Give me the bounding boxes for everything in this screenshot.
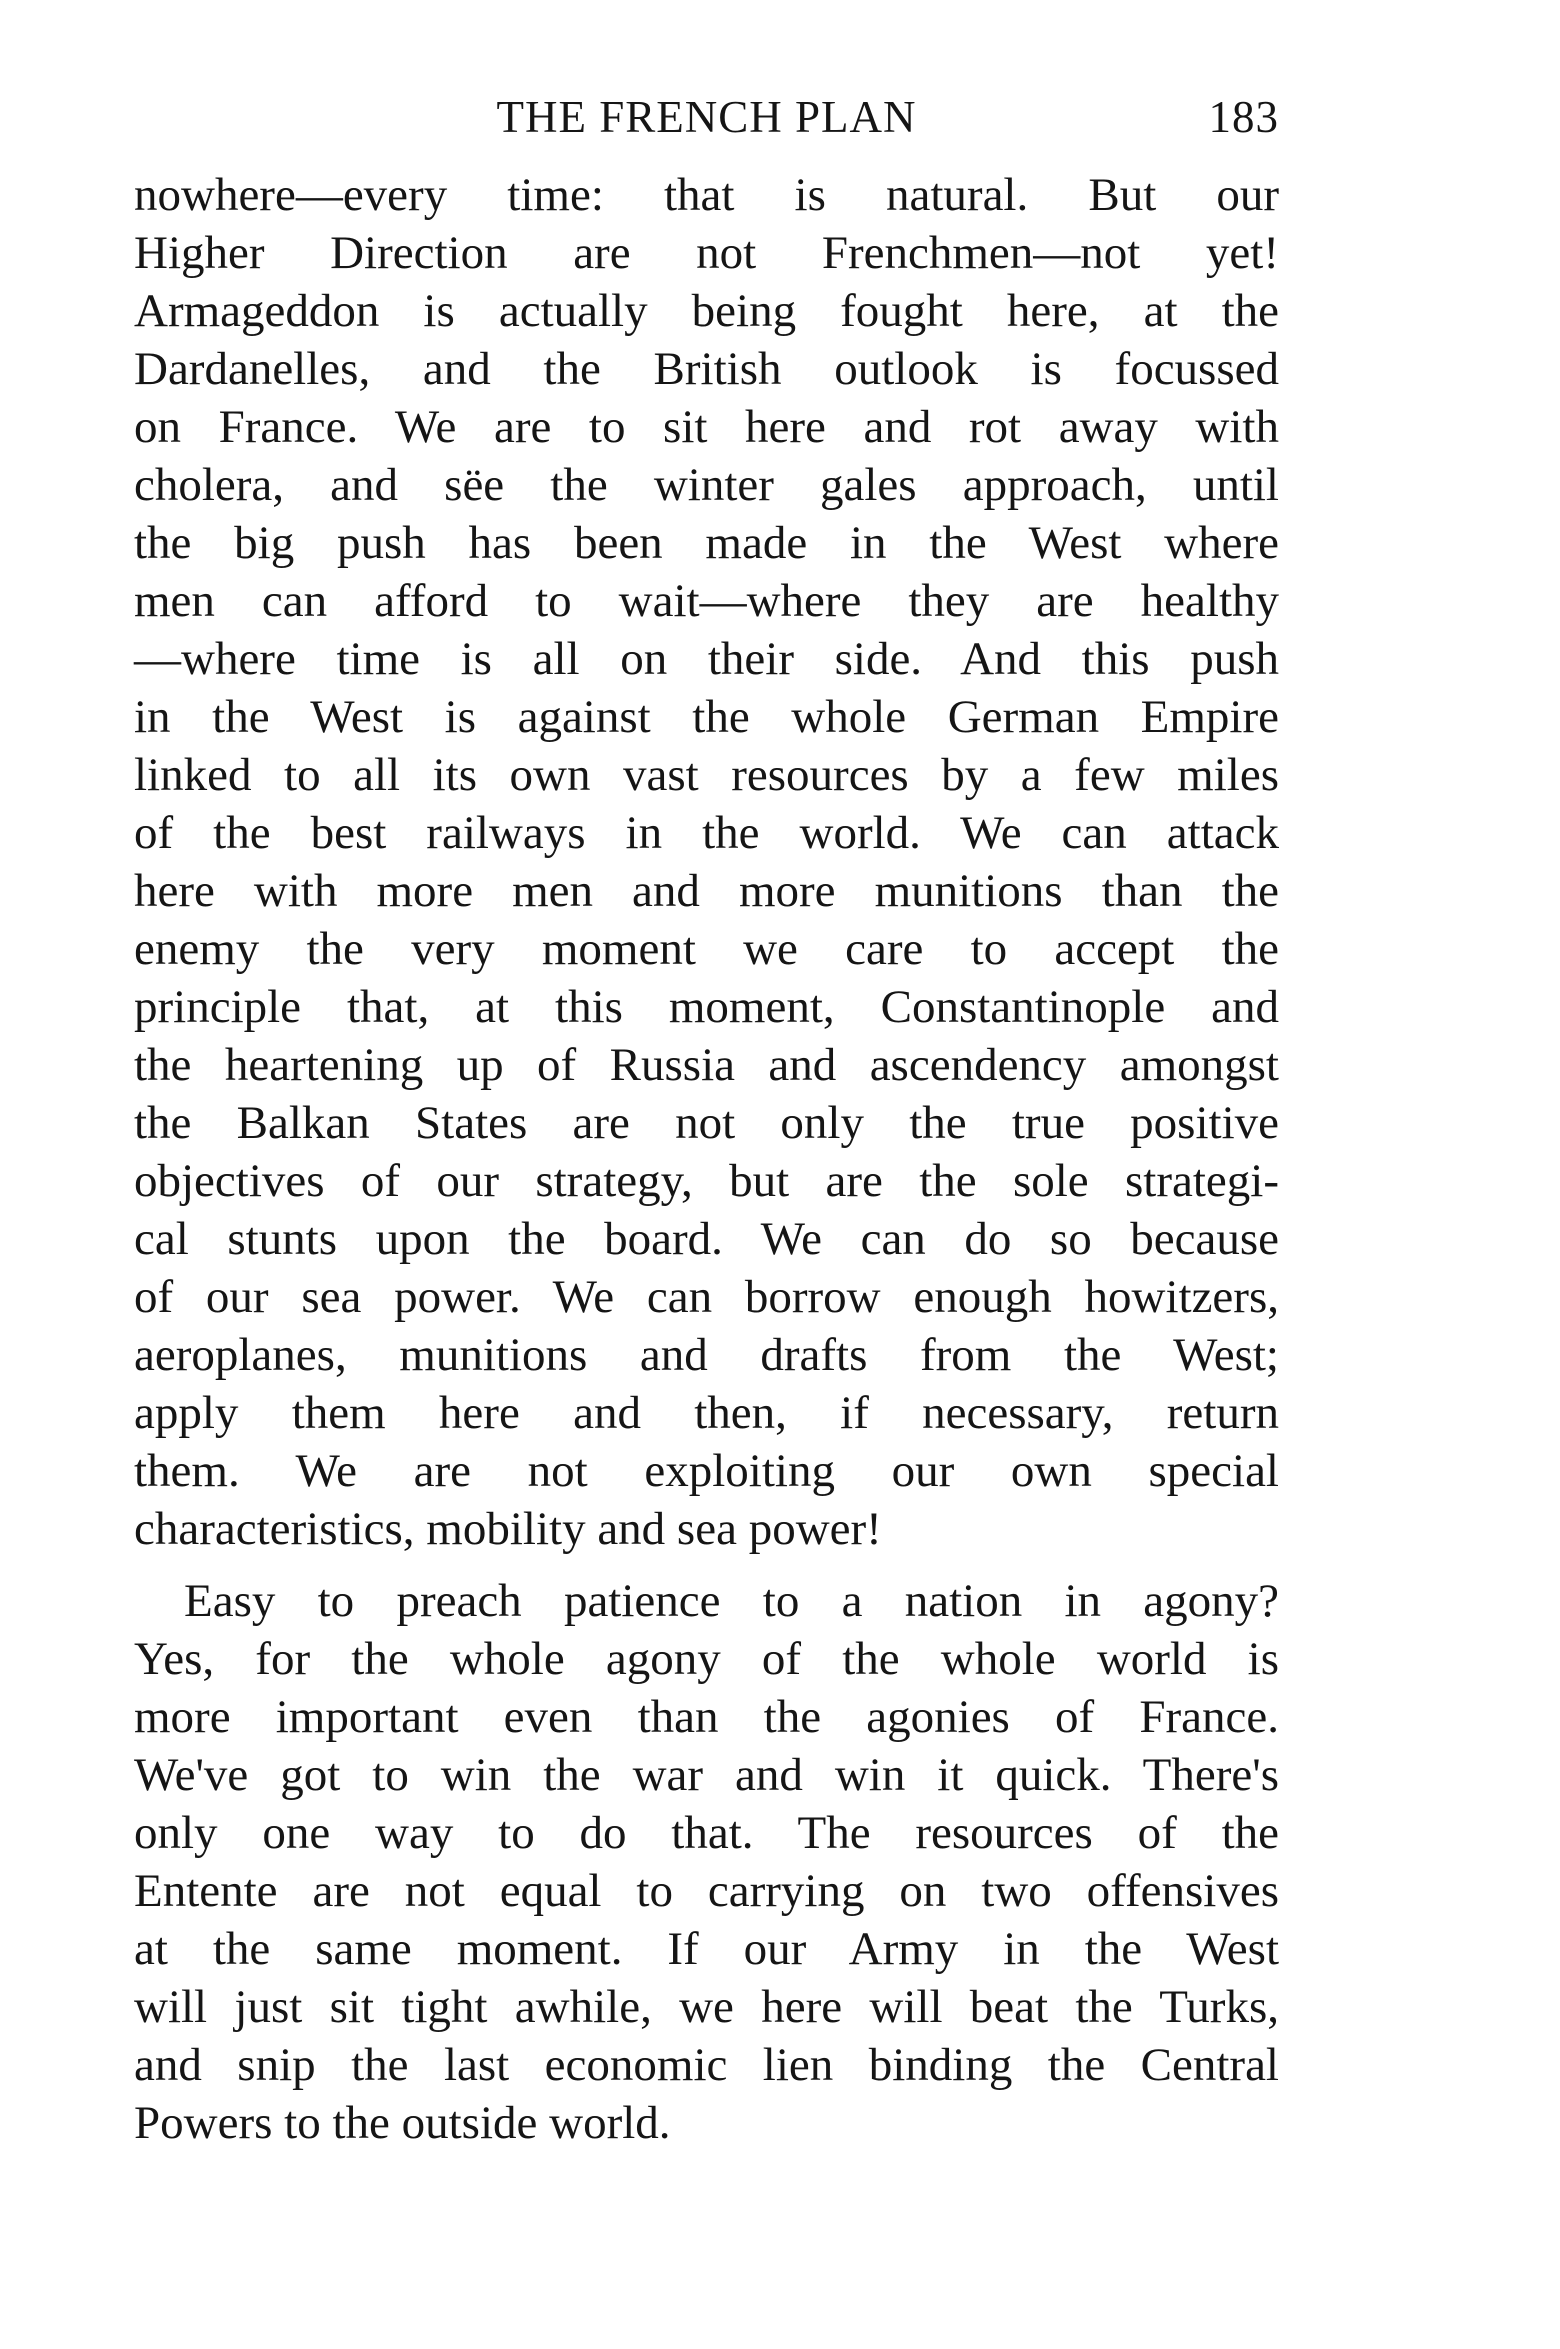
text-line: will just sit tight awhile, we here will beat the Turks, <box>134 1981 1279 2033</box>
text-line: and snip the last economic lien binding the Central <box>134 2039 1279 2091</box>
text-line: here with more men and more munitions than the <box>134 865 1279 917</box>
text-line: in the West is against the whole German Empire <box>134 691 1279 743</box>
text-line: Higher Direction are not Frenchmen—not yet! <box>134 227 1279 279</box>
text-line: men can afford to wait—where they are healthy <box>134 575 1279 627</box>
text-line: more important even than the agonies of France. <box>134 1691 1279 1743</box>
text-line: aeroplanes, munitions and drafts from the West; <box>134 1329 1279 1381</box>
text-line: characteristics, mobility and sea power! <box>134 1503 882 1555</box>
body-text <box>134 166 1279 2152</box>
text-line: cholera, and sëe the winter gales approach, until <box>134 459 1279 511</box>
text-line: objectives of our strategy, but are the sole strategi- <box>134 1155 1279 1207</box>
text-line: Powers to the outside world. <box>134 2097 671 2149</box>
text-line: We've got to win the war and win it quick. There's <box>134 1749 1279 1801</box>
text-line: Dardanelles, and the British outlook is focussed <box>134 343 1279 395</box>
text-line: them. We are not exploiting our own special <box>134 1445 1279 1497</box>
paragraph-2 <box>134 1572 1279 2152</box>
text-line: the heartening up of Russia and ascendency amongst <box>134 1039 1279 1091</box>
text-line: cal stunts upon the board. We can do so because <box>134 1213 1279 1265</box>
text-line: enemy the very moment we care to accept the <box>134 923 1279 975</box>
text-line: on France. We are to sit here and rot away with <box>134 401 1279 453</box>
text-line: the big push has been made in the West where <box>134 517 1279 569</box>
paragraph-gap <box>134 1558 1279 1572</box>
text-line: the Balkan States are not only the true positive <box>134 1097 1279 1149</box>
text-line: of our sea power. We can borrow enough howitzers, <box>134 1271 1279 1323</box>
text-line: Entente are not equal to carrying on two offensives <box>134 1865 1279 1917</box>
text-line: apply them here and then, if necessary, return <box>134 1387 1279 1439</box>
text-line: Easy to preach patience to a nation in agony? <box>184 1575 1279 1627</box>
running-head <box>134 82 1279 152</box>
text-line: nowhere—every time: that is natural. But our <box>134 169 1279 221</box>
text-line: at the same moment. If our Army in the West <box>134 1923 1279 1975</box>
text-line: only one way to do that. The resources of the <box>134 1807 1279 1859</box>
text-line: of the best railways in the world. We can attack <box>134 807 1279 859</box>
text-line: Armageddon is actually being fought here, at the <box>134 285 1279 337</box>
text-line: linked to all its own vast resources by a few miles <box>134 749 1279 801</box>
running-title: THE FRENCH PLAN <box>496 92 917 142</box>
text-line: Yes, for the whole agony of the whole world is <box>134 1633 1279 1685</box>
text-line: —where time is all on their side. And this push <box>134 633 1279 685</box>
page-number: 183 <box>1208 92 1279 142</box>
text-line: principle that, at this moment, Constantinople and <box>134 981 1279 1033</box>
paragraph-1 <box>134 166 1279 1558</box>
